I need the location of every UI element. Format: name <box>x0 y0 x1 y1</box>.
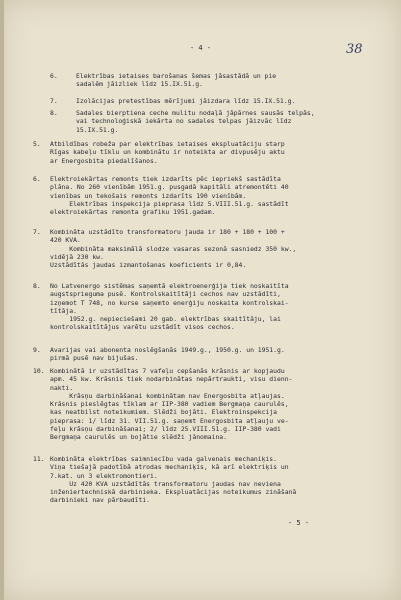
item-text: Elektroiekārtas remonts tiek izdarīts pēc iepriekš sastādīta plāna. No 260 vienībām 1951.g. pusgadā kapitāli atremontēti 40 vienības un tekošais remonts izdarīts 190 vienībām. Elektrības inspekcija pieprasa līdz 5.VIII.51.g. sastādīt elektroiekārtas remonta grafiku 1951.gadam. <box>50 175 289 217</box>
handwritten-folio-number: 38 <box>346 42 363 57</box>
item-text: Avarijas vai abonenta noslēgšanās 1949.g., 1950.g. un 1951.g. pirmā pusē nav bijušas. <box>50 346 285 363</box>
page-number: - 4 - <box>189 44 212 52</box>
item-text: Kombinātā ir uzstādītas 7 vafeļu cepšanās krāsnis ar kopjaudu apm. 45 kw. Krāsnis tiek nodarbinātas nepārtraukti, visu dienn- nakti. Krāsņu darbināšanai kombinātam nav Energosbita atļaujas. Krāsnis pieslēgtas tīklam ar IIP-380 vadiem Bergmaņa caurulēs, kas neatbilst noteikumiem. Slēdži bojāti. Elektroinspekcija pieprasa: 1/ līdz 31. VII.51.g. saņemt Energosbita atļauju ve- feļu krāsņu darbināšanai; 2/ līdz 25.VIII.51.g. IIP-380 vadi Bergmaņa caurulēs un bojātie slēdži jānomaina. <box>50 367 293 442</box>
item-number: 6. <box>33 175 41 183</box>
item-number: 8. <box>33 282 41 290</box>
item-number: 5. <box>33 140 41 148</box>
item-text: Atbildības robeža par elektrības ietaises ekspluatāciju starp Rīgas kabeļu tīklu un kombinātu ir noteikta ar divpusēju aktu ar Energosbita piedalīšanos. <box>50 140 285 165</box>
item-number: 8. <box>50 109 58 117</box>
item-text: Kombināta uzstādīto transformatoru jauda ir 180 + 180 + 100 + 420 KVA. Kombināta maksimālā slodze vasaras sezonā sasniedz 350 kw., vidējā 230 kw. Uzstādītās jaudas izmantošanas koeficients ir 0,84. <box>50 228 297 270</box>
item-number: 6. <box>50 72 58 80</box>
item-text: Sadales bierptiena ceche mulitu nodaļā jāpārnes sausās telpās, vai technoloģiskā iekārta no sadales telpas jāizvāc līdz 15.IX.51.g. <box>76 109 315 134</box>
item-text: Kombināta elektrības saimniecību vada galvenais mechaniķis. Viņa tiešajā padotībā atrodas mechaniķis, kā arī elektriķis un 7.kat. un 3 elektromontieri. Uz 420 KVA uzstādītās transformatoru jaudas nav neviena inženiertechniskā darbinieka. Ekspluatācijas noteikumus zināšanā darbinieki nav pārbaudīti. <box>50 455 297 505</box>
continuation-page-marker: - 5 - <box>287 519 309 527</box>
item-number: 11. <box>33 455 45 463</box>
item-number: 7. <box>33 228 41 236</box>
item-number: 7. <box>50 97 58 105</box>
item-text: No Latvenergo sistēmas saņemtā elektroenerģija tiek noskaitīta augstsprieguma pusē. Kontrolskaitītāji cechos nav uzstādīti, izņemot T 748, no kurse saņemto enerģiju noskaita kontrolskai- tītāja. 1952.g. nepieciešami 20 gab. elektrības skaitītāju, lai kontrolskaitītājus varētu uzstādīt visos cechos. <box>50 282 289 332</box>
page-binding-edge <box>0 0 4 600</box>
item-number: 10. <box>33 367 45 375</box>
item-number: 9. <box>33 346 41 354</box>
item-text: Izolācijas pretestības mērījumi jāizdara līdz 15.IX.51.g. <box>76 97 296 105</box>
item-text: Elektrības ietaises barošanas šemas jāsastādā un pie sadalēm jāizliek līdz 15.IX.51.g. <box>76 72 277 89</box>
